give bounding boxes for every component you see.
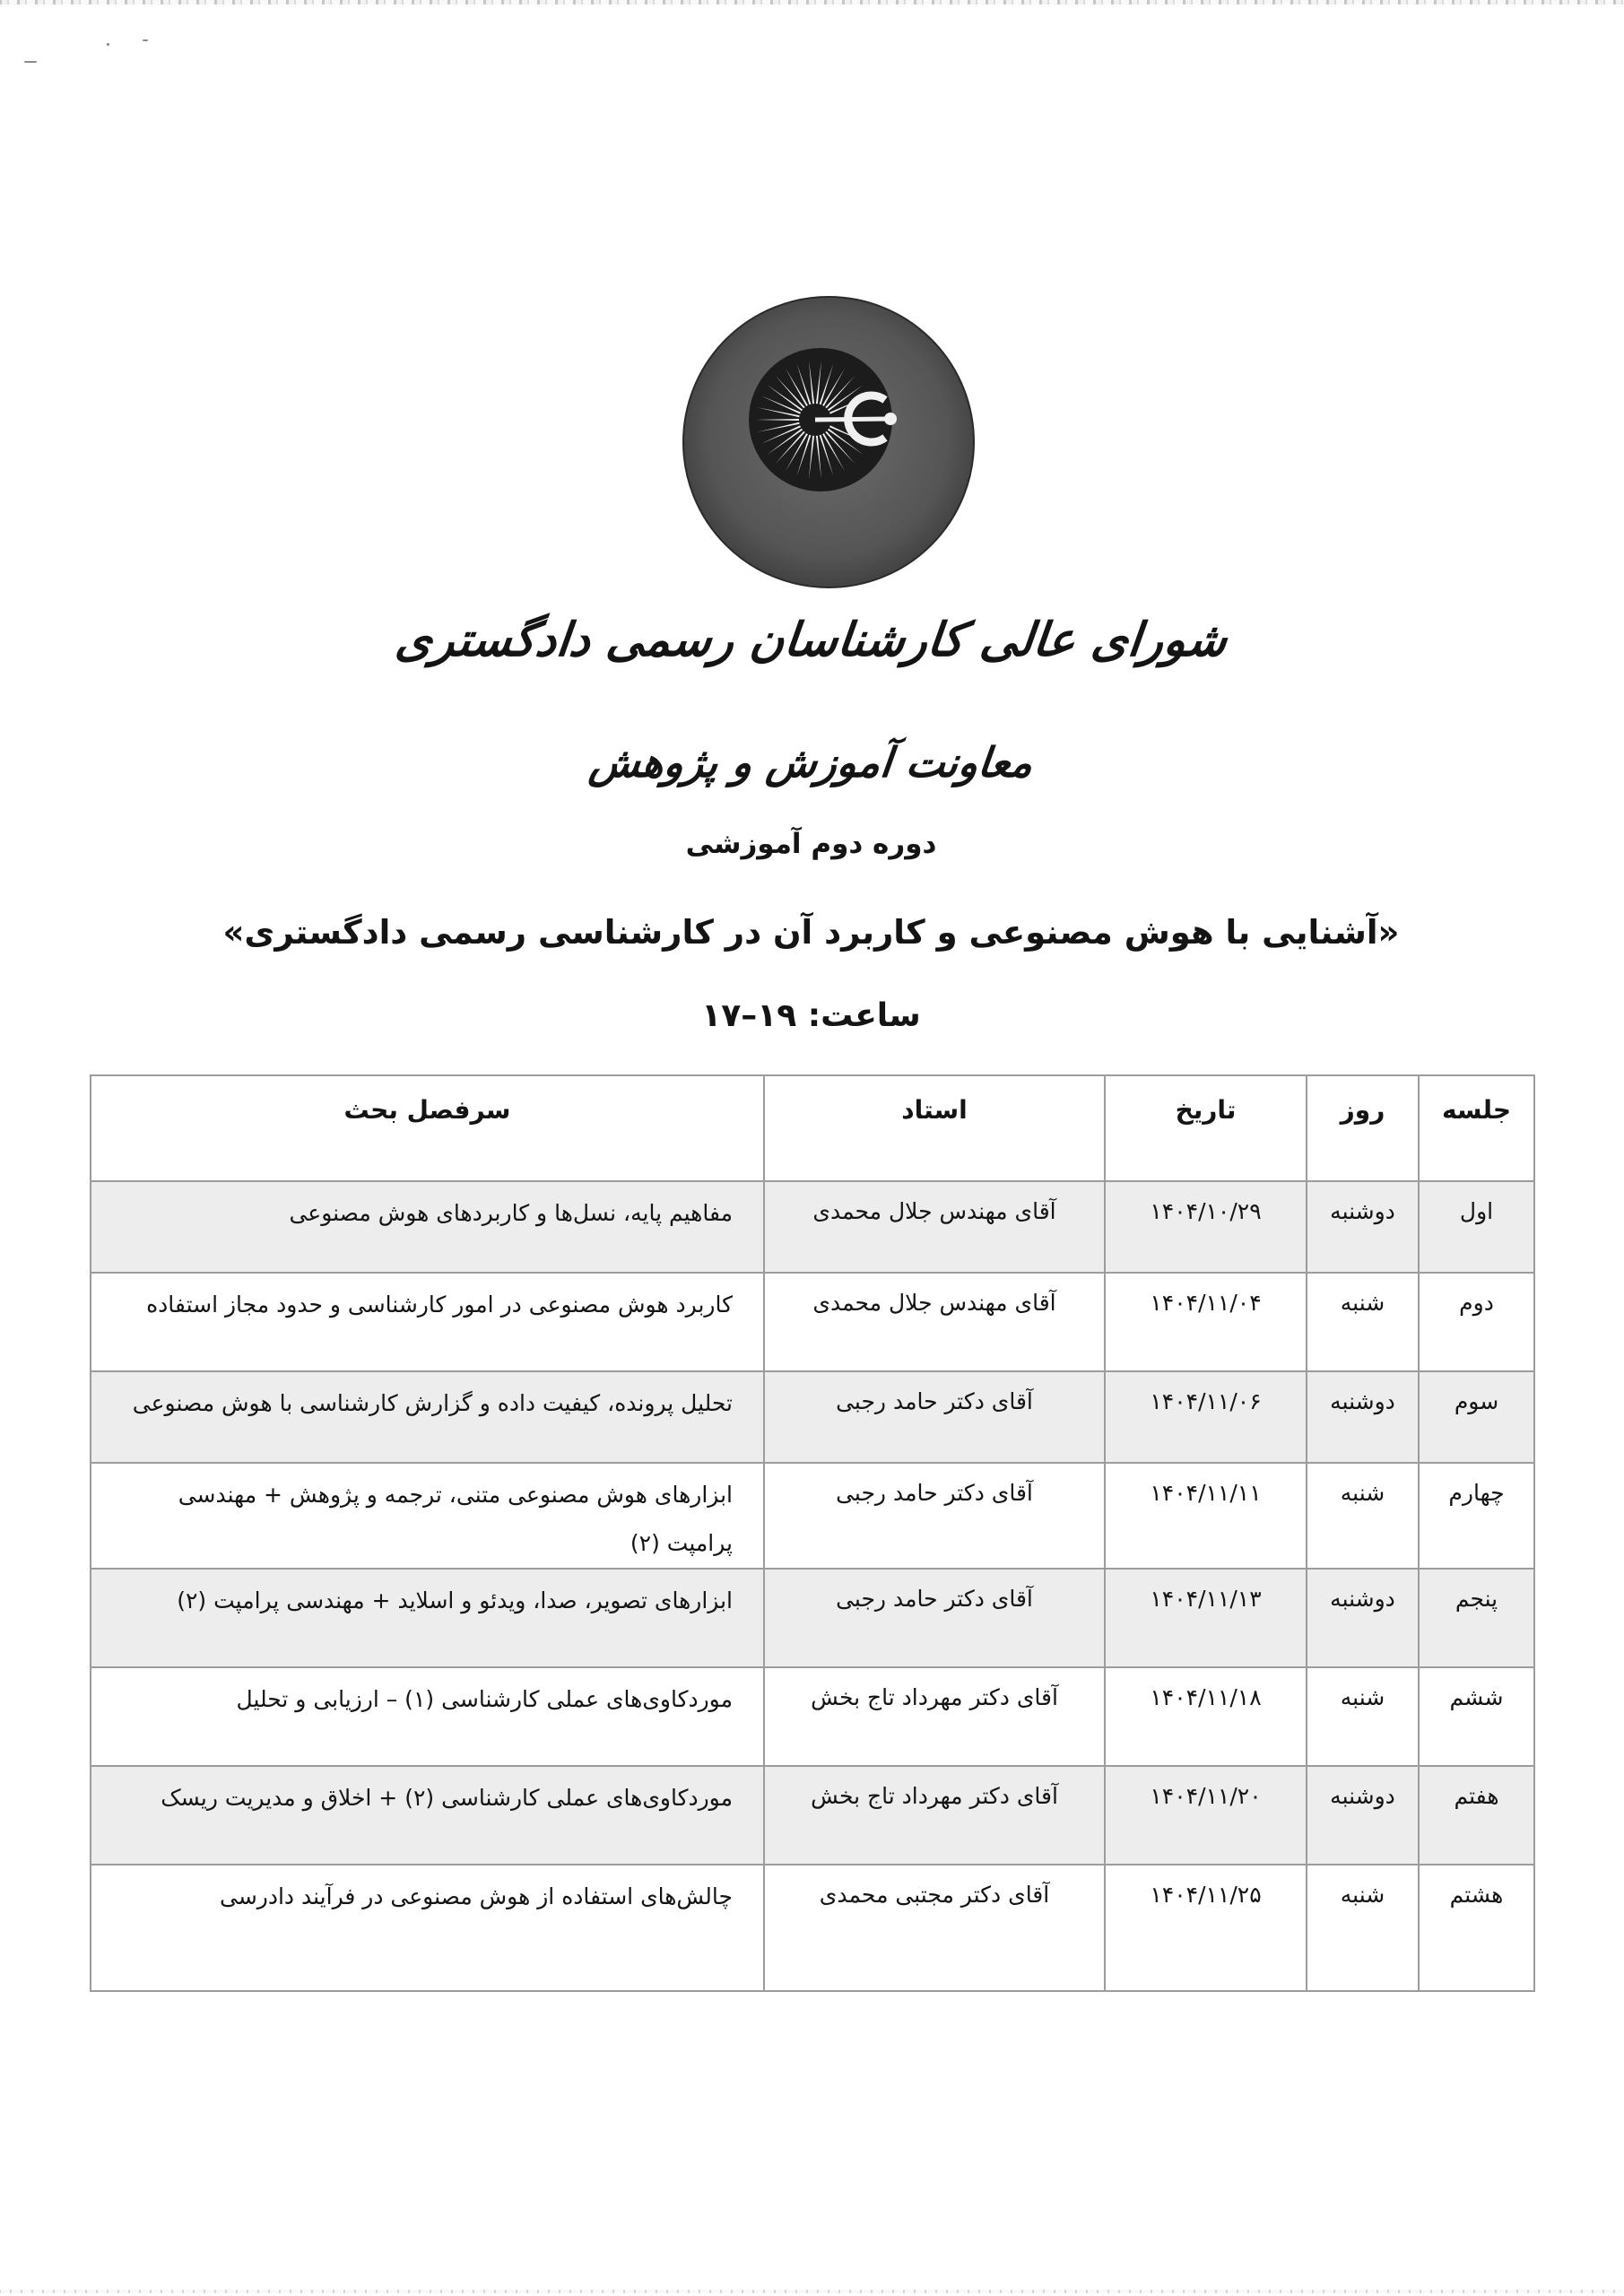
table-row bbox=[91, 1766, 1535, 1865]
teacher-cell: آقای دکتر حامد رجبی bbox=[765, 1371, 1106, 1463]
table-row bbox=[91, 1569, 1535, 1667]
day-cell: شنبه bbox=[1307, 1273, 1420, 1371]
date-cell: ۱۴۰۴/۱۱/۰۴ bbox=[1106, 1273, 1307, 1371]
table-row bbox=[91, 1371, 1535, 1463]
day-cell: دوشنبه bbox=[1307, 1371, 1420, 1463]
table-header-row bbox=[91, 1075, 1535, 1181]
teacher-cell: آقای دکتر مهرداد تاج بخش bbox=[765, 1667, 1106, 1766]
council-emblem-icon bbox=[682, 294, 977, 590]
teacher-cell: آقای دکتر مهرداد تاج بخش bbox=[765, 1766, 1106, 1865]
scan-edge-bottom bbox=[0, 2290, 1624, 2293]
scan-speck bbox=[143, 39, 149, 41]
session-cell: چهارم bbox=[1420, 1463, 1535, 1569]
teacher-cell: آقای دکتر مجتبی محمدی bbox=[765, 1865, 1106, 1991]
department-name: معاونت آموزش و پژوهش bbox=[587, 738, 1037, 787]
date-cell: ۱۴۰۴/۱۰/۲۹ bbox=[1106, 1181, 1307, 1273]
topic-cell: چالش‌های استفاده از هوش مصنوعی در فرآیند دادرسی bbox=[91, 1865, 765, 1991]
day-cell: شنبه bbox=[1307, 1667, 1420, 1766]
date-cell: ۱۴۰۴/۱۱/۲۰ bbox=[1106, 1766, 1307, 1865]
teacher-cell: آقای مهندس جلال محمدی bbox=[765, 1273, 1106, 1371]
scan-edge-top bbox=[0, 0, 1624, 4]
date-cell: ۱۴۰۴/۱۱/۱۸ bbox=[1106, 1667, 1307, 1766]
topic-cell: موردکاوی‌های عملی کارشناسی (۲) + اخلاق و مدیریت ریسک bbox=[91, 1766, 765, 1865]
header-topic: سرفصل بحث bbox=[91, 1075, 765, 1181]
org-name: شورای عالی کارشناسان رسمی دادگستری bbox=[394, 613, 1231, 667]
session-cell: هفتم bbox=[1420, 1766, 1535, 1865]
topic-cell: کاربرد هوش مصنوعی در امور کارشناسی و حدود مجاز استفاده bbox=[91, 1273, 765, 1371]
header-day: روز bbox=[1307, 1075, 1420, 1181]
date-cell: ۱۴۰۴/۱۱/۲۵ bbox=[1106, 1865, 1307, 1991]
table-row bbox=[91, 1463, 1535, 1569]
topic-cell: موردکاوی‌های عملی کارشناسی (۱) – ارزیابی و تحلیل bbox=[91, 1667, 765, 1766]
day-cell: شنبه bbox=[1307, 1463, 1420, 1569]
date-cell: ۱۴۰۴/۱۱/۱۳ bbox=[1106, 1569, 1307, 1667]
header-teacher: استاد bbox=[765, 1075, 1106, 1181]
teacher-cell: آقای دکتر حامد رجبی bbox=[765, 1569, 1106, 1667]
session-cell: دوم bbox=[1420, 1273, 1535, 1371]
date-cell: ۱۴۰۴/۱۱/۰۶ bbox=[1106, 1371, 1307, 1463]
scan-speck bbox=[25, 61, 38, 63]
session-cell: اول bbox=[1420, 1181, 1535, 1273]
table-row bbox=[91, 1865, 1535, 1991]
date-cell: ۱۴۰۴/۱۱/۱۱ bbox=[1106, 1463, 1307, 1569]
session-cell: پنجم bbox=[1420, 1569, 1535, 1667]
session-cell: سوم bbox=[1420, 1371, 1535, 1463]
teacher-cell: آقای دکتر حامد رجبی bbox=[765, 1463, 1106, 1569]
day-cell: دوشنبه bbox=[1307, 1766, 1420, 1865]
session-cell: ششم bbox=[1420, 1667, 1535, 1766]
topic-cell: مفاهیم پایه، نسل‌ها و کاربردهای هوش مصنوعی bbox=[91, 1181, 765, 1273]
course-label: دوره دوم آموزشی bbox=[686, 828, 938, 860]
session-cell: هشتم bbox=[1420, 1865, 1535, 1991]
header-session: جلسه bbox=[1420, 1075, 1535, 1181]
topic-cell: ابزارهای تصویر، صدا، ویدئو و اسلاید + مهندسی پرامپت (۲) bbox=[91, 1569, 765, 1667]
day-cell: دوشنبه bbox=[1307, 1569, 1420, 1667]
schedule-table bbox=[91, 1074, 1536, 1992]
header-date: تاریخ bbox=[1106, 1075, 1307, 1181]
table-row bbox=[91, 1181, 1535, 1273]
course-time: ساعت: ۱۹–۱۷ bbox=[702, 997, 922, 1034]
day-cell: شنبه bbox=[1307, 1865, 1420, 1991]
teacher-cell: آقای مهندس جلال محمدی bbox=[765, 1181, 1106, 1273]
table-row bbox=[91, 1273, 1535, 1371]
day-cell: دوشنبه bbox=[1307, 1181, 1420, 1273]
topic-cell: تحلیل پرونده، کیفیت داده و گزارش کارشناسی با هوش مصنوعی bbox=[91, 1371, 765, 1463]
table-row bbox=[91, 1667, 1535, 1766]
course-title: «آشنایی با هوش مصنوعی و کاربرد آن در کارشناسی رسمی دادگستری» bbox=[223, 913, 1401, 952]
scan-speck bbox=[108, 43, 110, 46]
topic-cell: ابزارهای هوش مصنوعی متنی، ترجمه و پژوهش + مهندسی پرامپت (۲) bbox=[91, 1463, 765, 1569]
